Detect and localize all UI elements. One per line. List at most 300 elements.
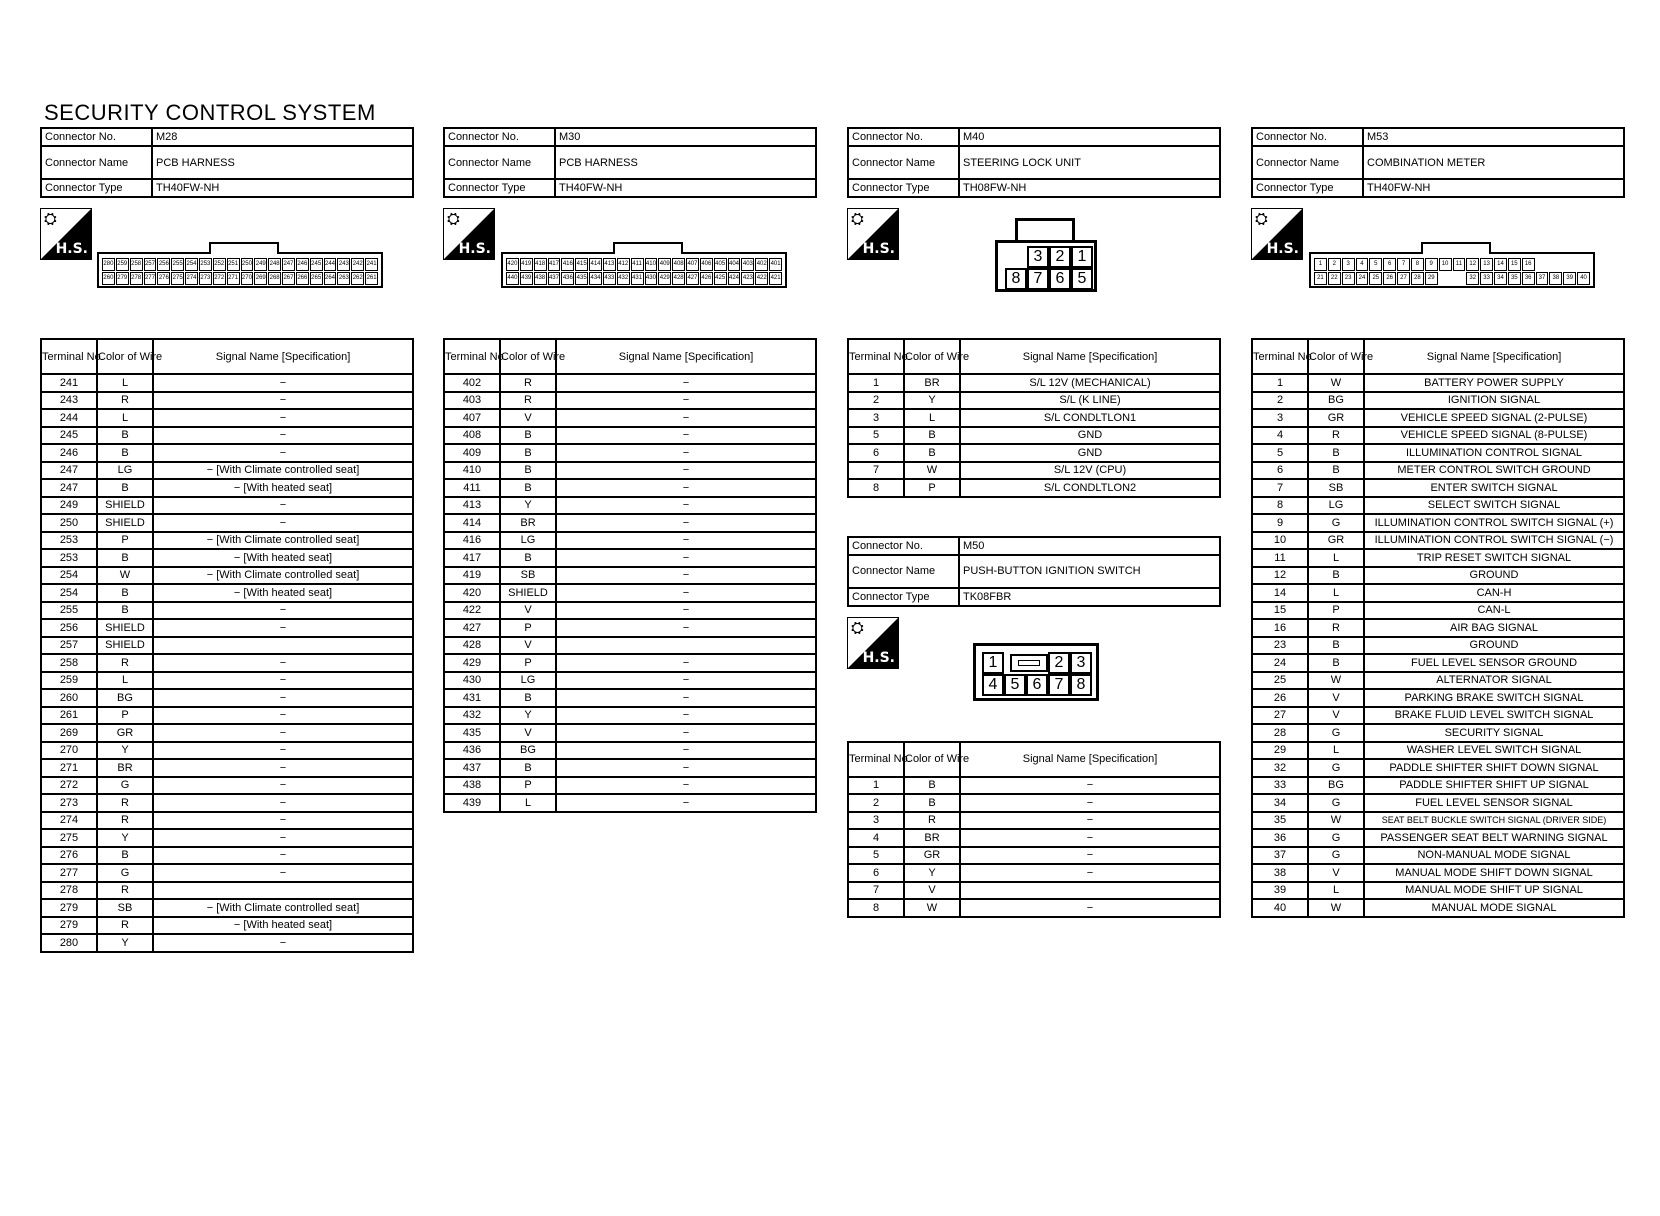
pin-label: 9 xyxy=(1425,258,1438,271)
connector-type-value: TH40FW-NH xyxy=(555,179,816,197)
pin-table xyxy=(847,338,1221,498)
table-row xyxy=(41,514,413,532)
signal-name-cell: − xyxy=(556,479,816,497)
table-row xyxy=(41,759,413,777)
pin-label: 428 xyxy=(672,272,685,285)
terminal-no-cell: 428 xyxy=(444,637,500,655)
wire-color-cell: P xyxy=(500,777,556,795)
table-row xyxy=(848,882,1220,900)
table-row xyxy=(1252,689,1624,707)
wire-color-cell: W xyxy=(1308,374,1364,392)
terminal-no-cell: 276 xyxy=(41,847,97,865)
wire-color-cell: B xyxy=(904,427,960,445)
wire-color-cell: B xyxy=(1308,567,1364,585)
harness-side-icon: ⛭ H.S. xyxy=(443,208,495,260)
signal-name-cell: − xyxy=(556,584,816,602)
connector-info-table xyxy=(847,127,1221,198)
pin-label: 272 xyxy=(213,272,226,285)
table-row xyxy=(41,689,413,707)
signal-name-cell xyxy=(153,637,413,655)
wire-color-cell: V xyxy=(500,724,556,742)
terminal-no-cell: 5 xyxy=(1252,444,1308,462)
wire-color-cell: SB xyxy=(500,567,556,585)
signal-name-cell: − [With heated seat] xyxy=(153,917,413,935)
pin-label: 29 xyxy=(1425,272,1438,285)
table-row xyxy=(1252,777,1624,795)
wire-color-cell: B xyxy=(500,479,556,497)
pin-table xyxy=(443,338,817,813)
pin-label: 243 xyxy=(337,258,350,271)
table-row xyxy=(1252,707,1624,725)
terminal-no-cell: 23 xyxy=(1252,637,1308,655)
signal-name-cell: − xyxy=(153,847,413,865)
wire-color-cell: B xyxy=(500,444,556,462)
terminal-no-cell: 272 xyxy=(41,777,97,795)
wire-color-cell: Y xyxy=(500,497,556,515)
wire-color-cell: BG xyxy=(500,742,556,760)
pin-label xyxy=(1563,258,1576,271)
terminal-no-cell: 15 xyxy=(1252,602,1308,620)
terminal-no-cell: 422 xyxy=(444,602,500,620)
pin-label: 246 xyxy=(296,258,309,271)
terminal-no-cell: 2 xyxy=(848,392,904,410)
table-row xyxy=(41,829,413,847)
pin-label: 425 xyxy=(714,272,727,285)
wire-color-cell: B xyxy=(904,794,960,812)
table-row xyxy=(848,899,1220,917)
terminal-no-cell: 269 xyxy=(41,724,97,742)
pin-label: 2 xyxy=(1048,652,1070,674)
connector-name-value: STEERING LOCK UNIT xyxy=(959,146,1220,179)
wire-color-cell: G xyxy=(1308,794,1364,812)
table-row xyxy=(444,497,816,515)
connector-info-table xyxy=(40,127,414,198)
signal-name-cell: ENTER SWITCH SIGNAL xyxy=(1364,479,1624,497)
pin-label: 34 xyxy=(1494,272,1507,285)
table-row xyxy=(1252,427,1624,445)
table-row xyxy=(444,409,816,427)
signal-name-cell: − xyxy=(153,707,413,725)
table-row xyxy=(444,619,816,637)
terminal-no-cell: 253 xyxy=(41,532,97,550)
terminal-no-cell: 8 xyxy=(848,899,904,917)
terminal-no-cell: 6 xyxy=(848,444,904,462)
pin-label: 431 xyxy=(631,272,644,285)
terminal-no-cell: 416 xyxy=(444,532,500,550)
signal-name-cell: − [With Climate controlled seat] xyxy=(153,567,413,585)
table-row xyxy=(444,759,816,777)
pin-label: 7 xyxy=(1027,268,1049,290)
signal-name-cell: IGNITION SIGNAL xyxy=(1364,392,1624,410)
table-row xyxy=(41,602,413,620)
pin-label: 10 xyxy=(1439,258,1452,271)
pin-label: 8 xyxy=(1411,258,1424,271)
table-row xyxy=(848,794,1220,812)
wire-color-cell: SB xyxy=(97,899,153,917)
signal-name-cell: ILLUMINATION CONTROL SIGNAL xyxy=(1364,444,1624,462)
signal-name-cell: MANUAL MODE SHIFT DOWN SIGNAL xyxy=(1364,864,1624,882)
table-row xyxy=(41,777,413,795)
table-row xyxy=(848,374,1220,392)
terminal-no-cell: 7 xyxy=(848,462,904,480)
pin-label: 403 xyxy=(741,258,754,271)
signal-name-cell: − xyxy=(556,777,816,795)
wire-color-cell: B xyxy=(97,602,153,620)
wire-color-cell: R xyxy=(500,392,556,410)
connector-face xyxy=(501,252,787,288)
table-row xyxy=(444,654,816,672)
terminal-no-cell: 439 xyxy=(444,794,500,812)
table-row xyxy=(41,619,413,637)
table-row xyxy=(848,444,1220,462)
pin-label: 8 xyxy=(1005,268,1027,290)
table-row xyxy=(1252,532,1624,550)
pin-label: 255 xyxy=(171,258,184,271)
connector-m30 xyxy=(443,127,817,813)
wire-color-cell: B xyxy=(1308,637,1364,655)
terminal-no-cell: 27 xyxy=(1252,707,1308,725)
signal-name-cell: − xyxy=(153,829,413,847)
signal-name-cell: − xyxy=(556,602,816,620)
signal-name-cell: − xyxy=(556,462,816,480)
wire-color-cell: B xyxy=(1308,654,1364,672)
pin-label: 401 xyxy=(769,258,782,271)
signal-name-cell: − xyxy=(960,847,1220,865)
wire-color-cell: L xyxy=(904,409,960,427)
terminal-no-cell: 253 xyxy=(41,549,97,567)
signal-name-cell: S/L CONDLTLON1 xyxy=(960,409,1220,427)
pin-label: 426 xyxy=(700,272,713,285)
signal-name-cell: FUEL LEVEL SENSOR SIGNAL xyxy=(1364,794,1624,812)
wire-color-cell: W xyxy=(97,567,153,585)
terminal-no-cell: 5 xyxy=(848,427,904,445)
signal-name-cell: − xyxy=(556,549,816,567)
table-row xyxy=(41,497,413,515)
table-row xyxy=(848,777,1220,795)
signal-name-cell: − xyxy=(960,794,1220,812)
terminal-no-cell: 11 xyxy=(1252,549,1308,567)
pin-label: 26 xyxy=(1383,272,1396,285)
signal-name-cell: − xyxy=(556,497,816,515)
pin-label: 28 xyxy=(1411,272,1424,285)
terminal-no-cell: 14 xyxy=(1252,584,1308,602)
terminal-no-cell: 409 xyxy=(444,444,500,462)
signal-name-cell: − [With Climate controlled seat] xyxy=(153,899,413,917)
connector-name-label: Connector Name xyxy=(1252,146,1363,179)
signal-name-cell: − xyxy=(153,934,413,952)
table-row xyxy=(848,829,1220,847)
wire-color-cell: GR xyxy=(1308,409,1364,427)
pin-label: 435 xyxy=(575,272,588,285)
table-row xyxy=(41,724,413,742)
signal-name-cell: − [With heated seat] xyxy=(153,479,413,497)
table-row xyxy=(848,847,1220,865)
pin-label: 423 xyxy=(741,272,754,285)
terminal-no-cell: 278 xyxy=(41,882,97,900)
pin-label: 270 xyxy=(241,272,254,285)
signal-name-cell: SELECT SWITCH SIGNAL xyxy=(1364,497,1624,515)
signal-name-cell: S/L 12V (CPU) xyxy=(960,462,1220,480)
table-row xyxy=(1252,619,1624,637)
pin-label: 411 xyxy=(631,258,644,271)
pin-label: 16 xyxy=(1522,258,1535,271)
signal-name-cell: − [With heated seat] xyxy=(153,549,413,567)
terminal-no-cell: 271 xyxy=(41,759,97,777)
pin-label: 418 xyxy=(534,258,547,271)
pin-label: 416 xyxy=(561,258,574,271)
wire-color-cell: B xyxy=(500,462,556,480)
signal-name-cell: − xyxy=(153,374,413,392)
terminal-no-cell: 429 xyxy=(444,654,500,672)
wire-color-cell: B xyxy=(500,427,556,445)
connector-no-label: Connector No. xyxy=(848,128,959,146)
signal-name-cell: S/L (K LINE) xyxy=(960,392,1220,410)
wire-color-cell: SHIELD xyxy=(97,497,153,515)
wire-color-cell: R xyxy=(97,794,153,812)
pin-label xyxy=(1577,258,1590,271)
table-row xyxy=(1252,724,1624,742)
table-row xyxy=(444,794,816,812)
terminal-no-cell: 408 xyxy=(444,427,500,445)
table-row xyxy=(848,409,1220,427)
table-row xyxy=(1252,584,1624,602)
connector-type-label: Connector Type xyxy=(848,179,959,197)
terminal-no-cell: 16 xyxy=(1252,619,1308,637)
wire-color-cell: B xyxy=(500,759,556,777)
harness-side-icon: ⛭ H.S. xyxy=(40,208,92,260)
connector-type-value: TH40FW-NH xyxy=(1363,179,1624,197)
connector-diagram xyxy=(443,198,817,338)
connector-name-label: Connector Name xyxy=(848,555,959,588)
pin-label: 434 xyxy=(589,272,602,285)
terminal-no-cell: 280 xyxy=(41,934,97,952)
signal-name-cell: − xyxy=(556,707,816,725)
wire-color-cell: BR xyxy=(904,374,960,392)
signal-name-cell: − xyxy=(153,794,413,812)
connector-type-value: TH08FW-NH xyxy=(959,179,1220,197)
wire-color-cell: B xyxy=(97,847,153,865)
pin-label: 3 xyxy=(1070,652,1092,674)
terminal-no-cell: 8 xyxy=(1252,497,1308,515)
signal-name-cell: TRIP RESET SWITCH SIGNAL xyxy=(1364,549,1624,567)
terminal-no-cell: 432 xyxy=(444,707,500,725)
wire-color-cell: B xyxy=(904,777,960,795)
terminal-no-cell: 10 xyxy=(1252,532,1308,550)
table-row xyxy=(1252,794,1624,812)
terminal-no-cell: 430 xyxy=(444,672,500,690)
terminal-no-cell: 279 xyxy=(41,899,97,917)
wire-color-cell: G xyxy=(1308,759,1364,777)
wire-color-cell: W xyxy=(904,899,960,917)
terminal-no-cell: 34 xyxy=(1252,794,1308,812)
table-row xyxy=(41,672,413,690)
terminal-no-cell: 410 xyxy=(444,462,500,480)
table-row xyxy=(848,479,1220,497)
wire-color-cell: W xyxy=(1308,812,1364,830)
signal-name-cell: − [With Climate controlled seat] xyxy=(153,462,413,480)
signal-name-cell xyxy=(153,882,413,900)
terminal-no-header: Terminal No. xyxy=(1252,339,1308,374)
wire-color-cell: W xyxy=(1308,899,1364,917)
wire-color-cell: Y xyxy=(904,864,960,882)
terminal-no-cell: 4 xyxy=(848,829,904,847)
pin-label: 6 xyxy=(1383,258,1396,271)
connector-diagram xyxy=(40,198,414,338)
wire-color-cell: B xyxy=(1308,444,1364,462)
table-row xyxy=(41,934,413,952)
pin-label xyxy=(1453,272,1466,285)
table-row xyxy=(444,549,816,567)
terminal-no-cell: 402 xyxy=(444,374,500,392)
pin-label: 250 xyxy=(241,258,254,271)
pin-label: 430 xyxy=(645,272,658,285)
pin-label: 39 xyxy=(1563,272,1576,285)
terminal-no-cell: 256 xyxy=(41,619,97,637)
signal-name-cell: − xyxy=(153,689,413,707)
table-row xyxy=(444,724,816,742)
wire-color-cell: Y xyxy=(97,934,153,952)
wire-color-cell: V xyxy=(500,637,556,655)
signal-name-cell: FUEL LEVEL SENSOR GROUND xyxy=(1364,654,1624,672)
connector-info-table xyxy=(443,127,817,198)
signal-name-cell: − xyxy=(153,864,413,882)
color-of-wire-header: Color of Wire xyxy=(1308,339,1364,374)
table-row xyxy=(41,637,413,655)
pin-label: 268 xyxy=(268,272,281,285)
connector-face xyxy=(973,643,1099,701)
wire-color-cell: L xyxy=(97,409,153,427)
pin-label: 12 xyxy=(1466,258,1479,271)
wire-color-cell: Y xyxy=(97,742,153,760)
table-row xyxy=(41,479,413,497)
pin-label: 264 xyxy=(324,272,337,285)
terminal-no-cell: 39 xyxy=(1252,882,1308,900)
pin-label: 259 xyxy=(116,258,129,271)
pin-label: 410 xyxy=(645,258,658,271)
connector-name-value: PCB HARNESS xyxy=(152,146,413,179)
connector-type-label: Connector Type xyxy=(848,588,959,606)
pin-label: 2 xyxy=(1328,258,1341,271)
pin-label: 3 xyxy=(1027,246,1049,268)
harness-side-icon: ⛭ H.S. xyxy=(1251,208,1303,260)
pin-label: 23 xyxy=(1342,272,1355,285)
terminal-no-cell: 28 xyxy=(1252,724,1308,742)
wire-color-cell: W xyxy=(904,462,960,480)
terminal-no-cell: 435 xyxy=(444,724,500,742)
connector-diagram xyxy=(847,198,1221,338)
table-row xyxy=(1252,514,1624,532)
wire-color-cell: BG xyxy=(1308,777,1364,795)
signal-name-cell: − [With heated seat] xyxy=(153,584,413,602)
pin-label: 422 xyxy=(755,272,768,285)
signal-name-cell: − xyxy=(556,374,816,392)
table-row xyxy=(444,584,816,602)
signal-name-cell: − xyxy=(960,864,1220,882)
wire-color-cell: L xyxy=(1308,549,1364,567)
table-row xyxy=(41,409,413,427)
terminal-no-cell: 243 xyxy=(41,392,97,410)
table-row xyxy=(41,847,413,865)
signal-name-cell: − xyxy=(153,514,413,532)
wire-color-cell: LG xyxy=(500,532,556,550)
terminal-no-cell: 255 xyxy=(41,602,97,620)
pin-label: 252 xyxy=(213,258,226,271)
terminal-no-cell: 427 xyxy=(444,619,500,637)
table-row xyxy=(41,899,413,917)
connector-name-value: COMBINATION METER xyxy=(1363,146,1624,179)
signal-name-cell: − xyxy=(153,759,413,777)
table-row xyxy=(1252,742,1624,760)
signal-name-cell: BRAKE FLUID LEVEL SWITCH SIGNAL xyxy=(1364,707,1624,725)
table-row xyxy=(444,777,816,795)
pin-table xyxy=(847,741,1221,918)
signal-name-header: Signal Name [Specification] xyxy=(1364,339,1624,374)
signal-name-header: Signal Name [Specification] xyxy=(556,339,816,374)
terminal-no-cell: 26 xyxy=(1252,689,1308,707)
pin-label: 1 xyxy=(982,652,1004,674)
table-row xyxy=(444,602,816,620)
connector-type-label: Connector Type xyxy=(41,179,152,197)
terminal-no-cell: 279 xyxy=(41,917,97,935)
wire-color-cell: R xyxy=(97,654,153,672)
table-row xyxy=(1252,882,1624,900)
terminal-no-cell: 1 xyxy=(1252,374,1308,392)
pin-label: 25 xyxy=(1369,272,1382,285)
table-row xyxy=(1252,392,1624,410)
signal-name-cell: − xyxy=(960,812,1220,830)
table-row xyxy=(41,882,413,900)
pin-label: 256 xyxy=(157,258,170,271)
pin-label: 412 xyxy=(617,258,630,271)
table-row xyxy=(41,532,413,550)
pin-label: 260 xyxy=(102,272,115,285)
pin-label: 404 xyxy=(728,258,741,271)
signal-name-cell: − xyxy=(153,392,413,410)
pin-label: 24 xyxy=(1356,272,1369,285)
pin-label: 271 xyxy=(227,272,240,285)
pin-label: 267 xyxy=(282,272,295,285)
signal-name-cell: − xyxy=(556,409,816,427)
pin-label: 274 xyxy=(185,272,198,285)
pin-label: 244 xyxy=(324,258,337,271)
signal-name-cell: − xyxy=(556,427,816,445)
table-row xyxy=(1252,829,1624,847)
pin-label: 6 xyxy=(1026,674,1048,696)
wire-color-cell: P xyxy=(1308,602,1364,620)
table-row xyxy=(1252,479,1624,497)
wire-color-cell: R xyxy=(97,812,153,830)
wire-color-cell: SHIELD xyxy=(97,637,153,655)
wire-color-cell: B xyxy=(500,549,556,567)
wire-color-cell: V xyxy=(1308,707,1364,725)
wire-color-cell: V xyxy=(1308,864,1364,882)
wire-color-cell: R xyxy=(97,917,153,935)
table-row xyxy=(41,864,413,882)
pin-label: 251 xyxy=(227,258,240,271)
wire-color-cell: LG xyxy=(1308,497,1364,515)
pin-label: 35 xyxy=(1508,272,1521,285)
table-row xyxy=(1252,409,1624,427)
wire-color-cell: R xyxy=(1308,427,1364,445)
signal-name-cell: PADDLE SHIFTER SHIFT DOWN SIGNAL xyxy=(1364,759,1624,777)
signal-name-cell: − xyxy=(556,759,816,777)
signal-name-cell: MANUAL MODE SHIFT UP SIGNAL xyxy=(1364,882,1624,900)
signal-name-cell: − xyxy=(556,392,816,410)
terminal-no-cell: 246 xyxy=(41,444,97,462)
wire-color-cell: LG xyxy=(500,672,556,690)
wire-color-cell: V xyxy=(904,882,960,900)
pin-label: 36 xyxy=(1522,272,1535,285)
